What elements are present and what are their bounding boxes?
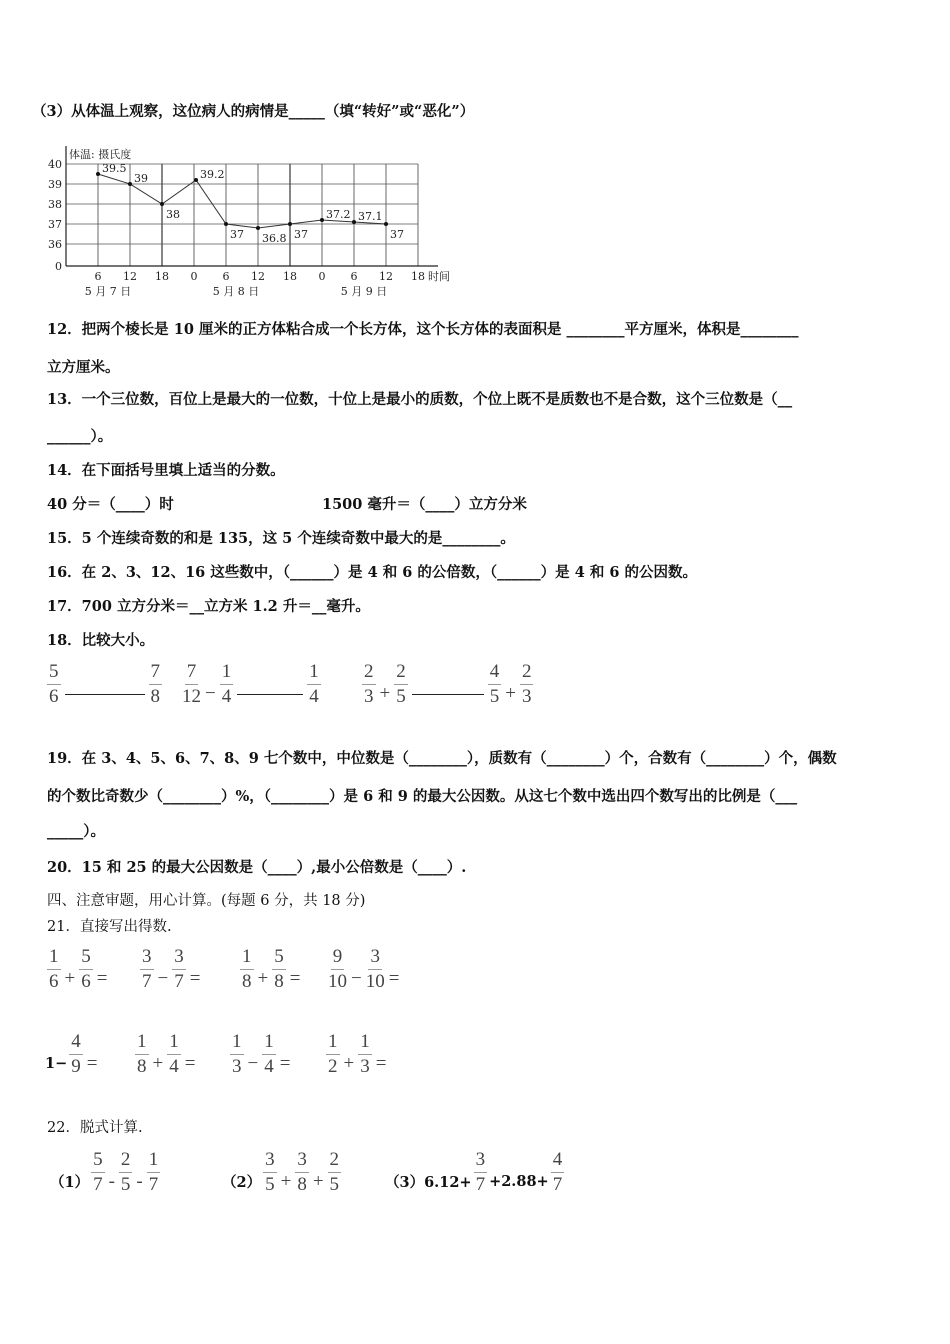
fraction	[135, 1030, 149, 1079]
operator: +	[257, 967, 269, 989]
q14-item-b: 1500 毫升＝（____）立方分米	[322, 496, 527, 513]
fraction	[488, 660, 502, 709]
denominator: 3	[232, 1056, 242, 1077]
temperature-chart	[40, 140, 470, 305]
data-label: 37.2	[326, 208, 351, 221]
q19-line3: _____）。	[47, 823, 105, 840]
q12-line1: 12．把两个棱长是 10 厘米的正方体粘合成一个长方体，这个长方体的表面积是 ________平方厘米，体积是________	[47, 321, 799, 338]
math-expression	[326, 945, 401, 994]
numerator: 1	[240, 945, 254, 970]
denominator: 3	[360, 1056, 370, 1077]
answer-blank	[412, 694, 484, 695]
chart-title: 体温: 摄氏度	[69, 148, 132, 161]
fraction	[79, 945, 93, 994]
math-expression	[324, 1030, 388, 1079]
data-label: 36.8	[262, 232, 287, 245]
data-label: 39	[134, 172, 148, 185]
q19-line1: 19．在 3、4、5、6、7、8、9 七个数中，中位数是（________），质数有（________）个，合数有（________）个，偶数	[47, 750, 837, 767]
fraction	[328, 945, 347, 994]
data-point	[352, 220, 356, 224]
q16: 16．在 2、3、12、16 这些数中，（______）是 4 和 6 的公倍数，（______）是 4 和 6 的公因数。	[47, 564, 698, 581]
data-label: 37	[390, 228, 404, 241]
q21-title: 21．直接写出得数.	[47, 919, 172, 935]
data-point	[96, 172, 100, 176]
numerator: 5	[91, 1148, 105, 1173]
expression-text: （2）	[222, 1174, 262, 1191]
denominator: 7	[142, 971, 152, 992]
x-tick-label: 6	[350, 270, 358, 283]
x-tick-label: 12	[123, 270, 137, 283]
fraction	[474, 1148, 488, 1197]
x-tick-label: 12	[379, 270, 393, 283]
denominator: 8	[137, 1056, 147, 1077]
fraction	[167, 1030, 181, 1079]
denominator: 5	[265, 1174, 275, 1195]
y-tick-label: 36	[48, 238, 62, 251]
x-tick-label: 12	[251, 270, 265, 283]
y-tick-label: 39	[48, 178, 62, 191]
numerator: 3	[140, 945, 154, 970]
operator: +	[280, 1170, 292, 1192]
q15: 15．5 个连续奇数的和是 135，这 5 个连续奇数中最大的是________。	[47, 530, 515, 547]
fraction	[272, 945, 286, 994]
fraction	[91, 1148, 105, 1197]
data-label: 39.2	[200, 168, 225, 181]
y-tick-label: 38	[48, 198, 62, 211]
x-axis-label: 时间	[428, 270, 450, 283]
numerator: 1	[262, 1030, 276, 1055]
q19-line2: 的个数比奇数少（________）%，（________）是 6 和 9 的最大公因数。从这七个数中选出四个数写出的比例是（___	[47, 788, 798, 805]
operator: −	[247, 1052, 259, 1074]
x-tick-label: 18	[155, 270, 169, 283]
fraction	[47, 945, 61, 994]
denominator: 8	[242, 971, 252, 992]
math-expression	[180, 660, 323, 709]
data-label: 39.5	[102, 162, 127, 175]
x-tick-label: 0	[318, 270, 326, 283]
q18-title: 18．比较大小。	[47, 632, 155, 649]
numerator: 1	[147, 1148, 161, 1173]
operator: +	[379, 682, 391, 704]
q14-title: 14．在下面括号里填上适当的分数。	[47, 462, 285, 479]
fraction	[262, 1030, 276, 1079]
fraction	[307, 660, 321, 709]
data-point	[288, 222, 292, 226]
denominator: 5	[120, 1174, 131, 1195]
q12-line2: 立方厘米。	[47, 359, 120, 376]
math-expression	[133, 1030, 197, 1079]
fraction	[182, 660, 201, 709]
numerator: 1	[307, 660, 321, 685]
operator: =	[184, 1052, 196, 1074]
math-expression	[50, 1148, 162, 1197]
data-point	[224, 222, 228, 226]
denominator: 7	[552, 1174, 563, 1195]
expression-text: （3）6.12+	[385, 1174, 472, 1191]
numerator: 1	[47, 945, 61, 970]
operator: −	[205, 682, 216, 704]
operator: +	[343, 1052, 355, 1074]
fraction	[366, 945, 385, 994]
expression-text: +2.88+	[489, 1173, 549, 1190]
data-label: 37	[230, 228, 244, 241]
fraction	[326, 1030, 340, 1079]
data-label: 37.1	[358, 210, 383, 223]
math-expression	[222, 1148, 343, 1197]
fraction	[69, 1030, 83, 1079]
operator: -	[136, 1170, 143, 1192]
operator: =	[375, 1052, 387, 1074]
numerator: 3	[172, 945, 186, 970]
y-tick-label: 40	[48, 158, 62, 171]
fraction	[140, 945, 154, 994]
numerator: 3	[295, 1148, 309, 1173]
data-point	[128, 182, 132, 186]
operator: +	[152, 1052, 164, 1074]
fraction	[119, 1148, 133, 1197]
math-expression	[385, 1148, 566, 1197]
operator: -	[108, 1170, 115, 1192]
day-label: 5 月 8 日	[212, 285, 260, 298]
q14-item-a: 40 分＝（____）时	[47, 496, 174, 513]
denominator: 7	[475, 1174, 486, 1195]
x-tick-label: 0	[190, 270, 198, 283]
day-label: 5 月 7 日	[84, 285, 132, 298]
numerator: 7	[185, 660, 199, 685]
numerator: 9	[331, 945, 345, 970]
y-tick-label: 0	[55, 260, 62, 273]
fraction	[147, 1148, 161, 1197]
numerator: 1	[220, 660, 234, 685]
x-tick-label: 18	[411, 270, 425, 283]
denominator: 5	[396, 686, 406, 707]
numerator: 5	[79, 945, 93, 970]
operator: =	[86, 1052, 98, 1074]
fraction	[362, 660, 376, 709]
numerator: 1	[358, 1030, 372, 1055]
operator: =	[96, 967, 108, 989]
fraction	[172, 945, 186, 994]
q13-line2: ______）。	[47, 428, 113, 445]
operator: =	[189, 967, 201, 989]
fraction	[328, 1148, 342, 1197]
fraction	[149, 660, 163, 709]
y-tick-label: 37	[48, 218, 62, 231]
data-point	[320, 218, 324, 222]
numerator: 2	[119, 1148, 133, 1173]
data-point	[256, 226, 260, 230]
denominator: 6	[49, 686, 59, 707]
denominator: 7	[148, 1174, 159, 1195]
numerator: 3	[263, 1148, 277, 1173]
math-expression	[45, 660, 164, 709]
fraction	[220, 660, 234, 709]
numerator: 2	[362, 660, 376, 685]
numerator: 3	[368, 945, 382, 970]
expression-text: （1）	[50, 1174, 90, 1191]
data-label: 38	[166, 208, 180, 221]
numerator: 3	[474, 1148, 488, 1173]
numerator: 5	[47, 660, 61, 685]
denominator: 10	[365, 971, 385, 992]
math-expression	[45, 1030, 99, 1079]
operator: +	[64, 967, 76, 989]
denominator: 10	[328, 971, 347, 992]
x-tick-label: 6	[222, 270, 230, 283]
denominator: 12	[182, 686, 201, 707]
numerator: 1	[326, 1030, 340, 1055]
denominator: 6	[49, 971, 59, 992]
operator: +	[312, 1170, 324, 1192]
data-label: 37	[294, 228, 308, 241]
numerator: 4	[69, 1030, 83, 1055]
fraction	[394, 660, 408, 709]
denominator: 8	[297, 1174, 307, 1195]
operator: −	[351, 967, 362, 989]
denominator: 4	[264, 1056, 274, 1077]
q13-line1: 13．一个三位数，百位上是最大的一位数，十位上是最小的质数，个位上既不是质数也不是合数，这个三位数是（__	[47, 391, 793, 408]
denominator: 4	[169, 1056, 179, 1077]
day-label: 5 月 9 日	[340, 285, 388, 298]
fraction	[230, 1030, 244, 1079]
math-expression	[138, 945, 202, 994]
numerator: 4	[488, 660, 502, 685]
q17: 17．700 立方分米＝__立方米 1.2 升＝__毫升。	[47, 598, 370, 615]
denominator: 7	[93, 1174, 103, 1195]
data-point	[384, 222, 388, 226]
data-point	[194, 178, 198, 182]
answer-blank	[237, 694, 303, 695]
fraction	[47, 660, 61, 709]
math-expression	[238, 945, 302, 994]
fraction	[295, 1148, 309, 1197]
numerator: 7	[149, 660, 163, 685]
operator: =	[279, 1052, 291, 1074]
denominator: 8	[150, 686, 160, 707]
q11-part3: （3）从体温上观察，这位病人的病情是_____（填“转好”或“恶化”）	[32, 103, 475, 120]
fraction	[263, 1148, 277, 1197]
denominator: 8	[274, 971, 284, 992]
denominator: 5	[489, 686, 500, 707]
denominator: 7	[174, 971, 184, 992]
denominator: 2	[328, 1056, 338, 1077]
numerator: 2	[394, 660, 408, 685]
operator: =	[388, 967, 400, 989]
section-4-heading: 四、注意审题，用心计算。(每题 6 分，共 18 分)	[47, 893, 366, 909]
numerator: 2	[520, 660, 534, 685]
q22-title: 22．脱式计算.	[47, 1120, 143, 1136]
fraction	[551, 1148, 565, 1197]
denominator: 4	[309, 686, 319, 707]
operator: −	[157, 967, 169, 989]
data-point	[160, 202, 164, 206]
answer-blank	[65, 694, 145, 695]
numerator: 1	[230, 1030, 244, 1055]
denominator: 6	[81, 971, 91, 992]
q20: 20．15 和 25 的最大公因数是（____）,最小公倍数是（____）.	[47, 859, 467, 876]
numerator: 5	[272, 945, 286, 970]
numerator: 1	[167, 1030, 181, 1055]
fraction	[520, 660, 534, 709]
denominator: 5	[329, 1174, 340, 1195]
operator: +	[505, 682, 516, 704]
fraction	[358, 1030, 372, 1079]
math-expression	[228, 1030, 292, 1079]
numerator: 2	[328, 1148, 342, 1173]
math-expression	[360, 660, 535, 709]
expression-text: 1−	[45, 1055, 68, 1072]
denominator: 9	[71, 1056, 81, 1077]
numerator: 4	[551, 1148, 565, 1173]
numerator: 1	[135, 1030, 149, 1055]
fraction	[240, 945, 254, 994]
denominator: 3	[364, 686, 374, 707]
denominator: 4	[221, 686, 232, 707]
denominator: 3	[521, 686, 532, 707]
operator: =	[289, 967, 301, 989]
x-tick-label: 6	[94, 270, 102, 283]
math-expression	[45, 945, 109, 994]
x-tick-label: 18	[283, 270, 297, 283]
